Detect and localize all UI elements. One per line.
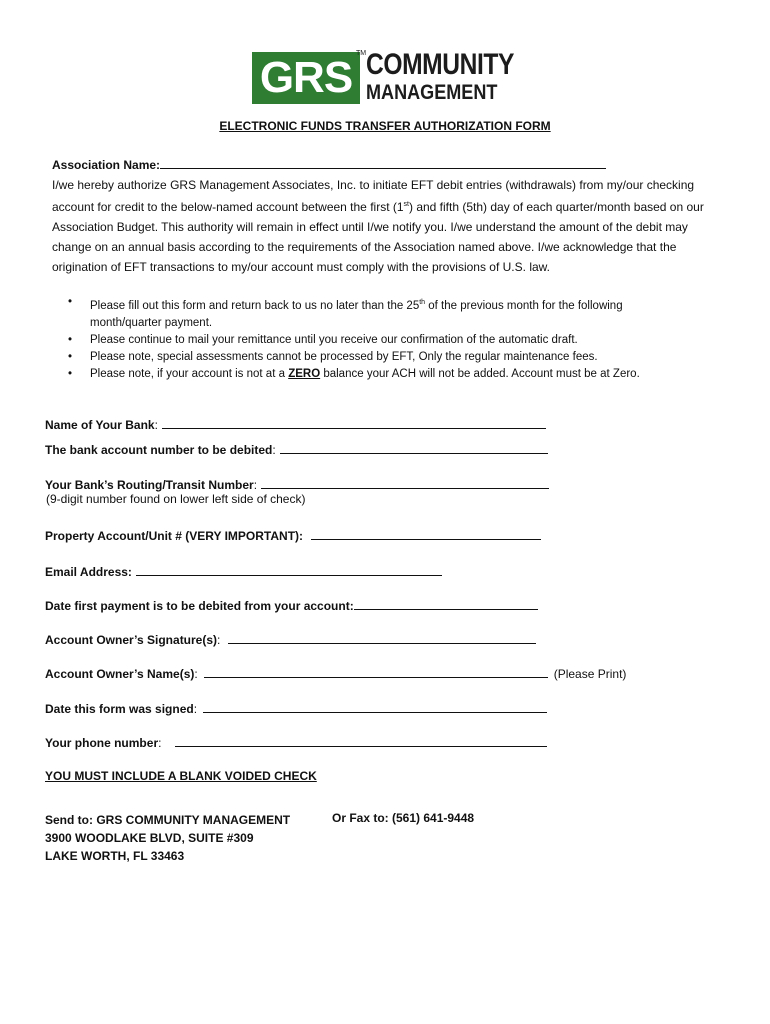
bullet-text: Please note, special assessments cannot be processed by EFT, Only the regular maintenance fees. (90, 350, 598, 363)
routing-number-field (45, 476, 549, 492)
routing-number-hint: (9-digit number found on lower left side of check) (46, 492, 306, 506)
voided-check-notice: YOU MUST INCLUDE A BLANK VOIDED CHECK (45, 769, 317, 783)
date-signed-label: Date this form was signed (45, 702, 194, 716)
property-account-field (45, 527, 541, 543)
zero-emphasis: ZERO (288, 367, 321, 380)
list-item (52, 294, 652, 332)
account-number-field (45, 441, 548, 457)
logo-trademark: TM (356, 50, 367, 57)
bullet-sup: th (419, 299, 426, 306)
address-line-2: 3900 WOODLAKE BLVD, SUITE #309 (45, 831, 254, 845)
logo-word-management: MANAGEMENT (366, 81, 498, 104)
bullet-text: Please note, if your account is not at a (90, 367, 289, 380)
bullet-dot: • (68, 367, 73, 380)
association-name-line[interactable] (160, 156, 606, 169)
paragraph-text-2: ) and fifth (5th) day of each quarter/month based on our Association Budget. This authority will remain in effect until I/we notify you. I/we understand the amount of the debit may change on an annual basis according to the requirements of the Association named above. I/we acknowledge that the origination of EFT transactions to my/our account must comply with the provisions of U.S. law. (52, 200, 704, 274)
routing-number-label: Your Bank’s Routing/Transit Number (45, 478, 254, 492)
bullet-text: balance your ACH will not be added. Account must be at Zero. (320, 367, 640, 380)
owner-name-field (45, 665, 626, 681)
mailing-address (45, 811, 290, 865)
phone-number-input-line[interactable] (175, 734, 547, 747)
email-input-line[interactable] (136, 563, 442, 576)
property-account-label: Property Account/Unit # (VERY IMPORTANT): (45, 529, 304, 543)
date-signed-field (45, 700, 547, 716)
instructions-list (52, 294, 652, 383)
bullet-dot: • (68, 350, 73, 363)
bullet-dot: • (68, 296, 73, 308)
date-signed-input-line[interactable] (203, 700, 547, 713)
association-name-label: Association Name: (52, 158, 161, 172)
list-item (52, 349, 652, 366)
association-name-field[interactable] (52, 156, 606, 172)
phone-number-field (45, 734, 547, 750)
list-item (52, 366, 652, 383)
please-print-note: (Please Print) (553, 667, 627, 681)
routing-number-colon: : (253, 478, 258, 492)
date-signed-colon: : (193, 702, 198, 716)
fax-number: Or Fax to: (561) 641-9448 (332, 811, 475, 825)
phone-number-label: Your phone number (45, 736, 159, 750)
owner-signature-field (45, 631, 536, 647)
bullet-text: Please fill out this form and return back to us no later than the 25 (90, 299, 420, 312)
owner-signature-label: Account Owner’s Signature(s) (45, 633, 218, 647)
first-payment-date-label: Date first payment is to be debited from your account: (45, 599, 354, 613)
logo-mark-text: GRS (259, 53, 353, 102)
address-line-1: Send to: GRS COMMUNITY MANAGEMENT (45, 813, 291, 827)
email-field (45, 563, 442, 579)
property-account-input-line[interactable] (311, 527, 541, 540)
email-label: Email Address: (45, 565, 132, 579)
account-number-label: The bank account number to be debited (45, 443, 273, 457)
routing-number-input-line[interactable] (261, 476, 549, 489)
paragraph-sup: st (403, 201, 409, 208)
account-number-colon: : (272, 443, 276, 457)
owner-name-input-line[interactable] (204, 665, 548, 678)
owner-signature-colon: : (217, 633, 221, 647)
list-item (52, 332, 652, 349)
bank-name-input-line[interactable] (162, 416, 546, 429)
account-number-input-line[interactable] (280, 441, 548, 454)
bullet-dot: • (68, 333, 73, 346)
phone-number-colon: : (158, 736, 162, 750)
authorization-paragraph (52, 175, 712, 277)
paragraph-text-1: I/we hereby authorize GRS Management Associates, Inc. to initiate EFT debit entries (withdrawals) from my/our checking account for credit to the below-named account between the first (1 (52, 178, 695, 214)
owner-name-colon: : (194, 667, 198, 681)
bank-name-label: Name of Your Bank (45, 418, 155, 432)
bullet-text: of the previous month for the following month/quarter payment. (90, 299, 623, 329)
form-title: ELECTRONIC FUNDS TRANSFER AUTHORIZATION FORM (219, 119, 551, 133)
bank-name-field (45, 416, 546, 432)
logo-mark (252, 52, 360, 104)
logo-word-community: COMMUNITY (366, 48, 514, 81)
bullet-text: Please continue to mail your remittance until you receive our confirmation of the automatic draft. (90, 333, 578, 346)
bank-name-colon: : (154, 418, 158, 432)
owner-signature-input-line[interactable] (228, 631, 536, 644)
first-payment-date-field (45, 597, 538, 613)
address-line-3: LAKE WORTH, FL 33463 (45, 849, 185, 863)
owner-name-label: Account Owner’s Name(s) (45, 667, 195, 681)
first-payment-date-input-line[interactable] (354, 597, 538, 610)
